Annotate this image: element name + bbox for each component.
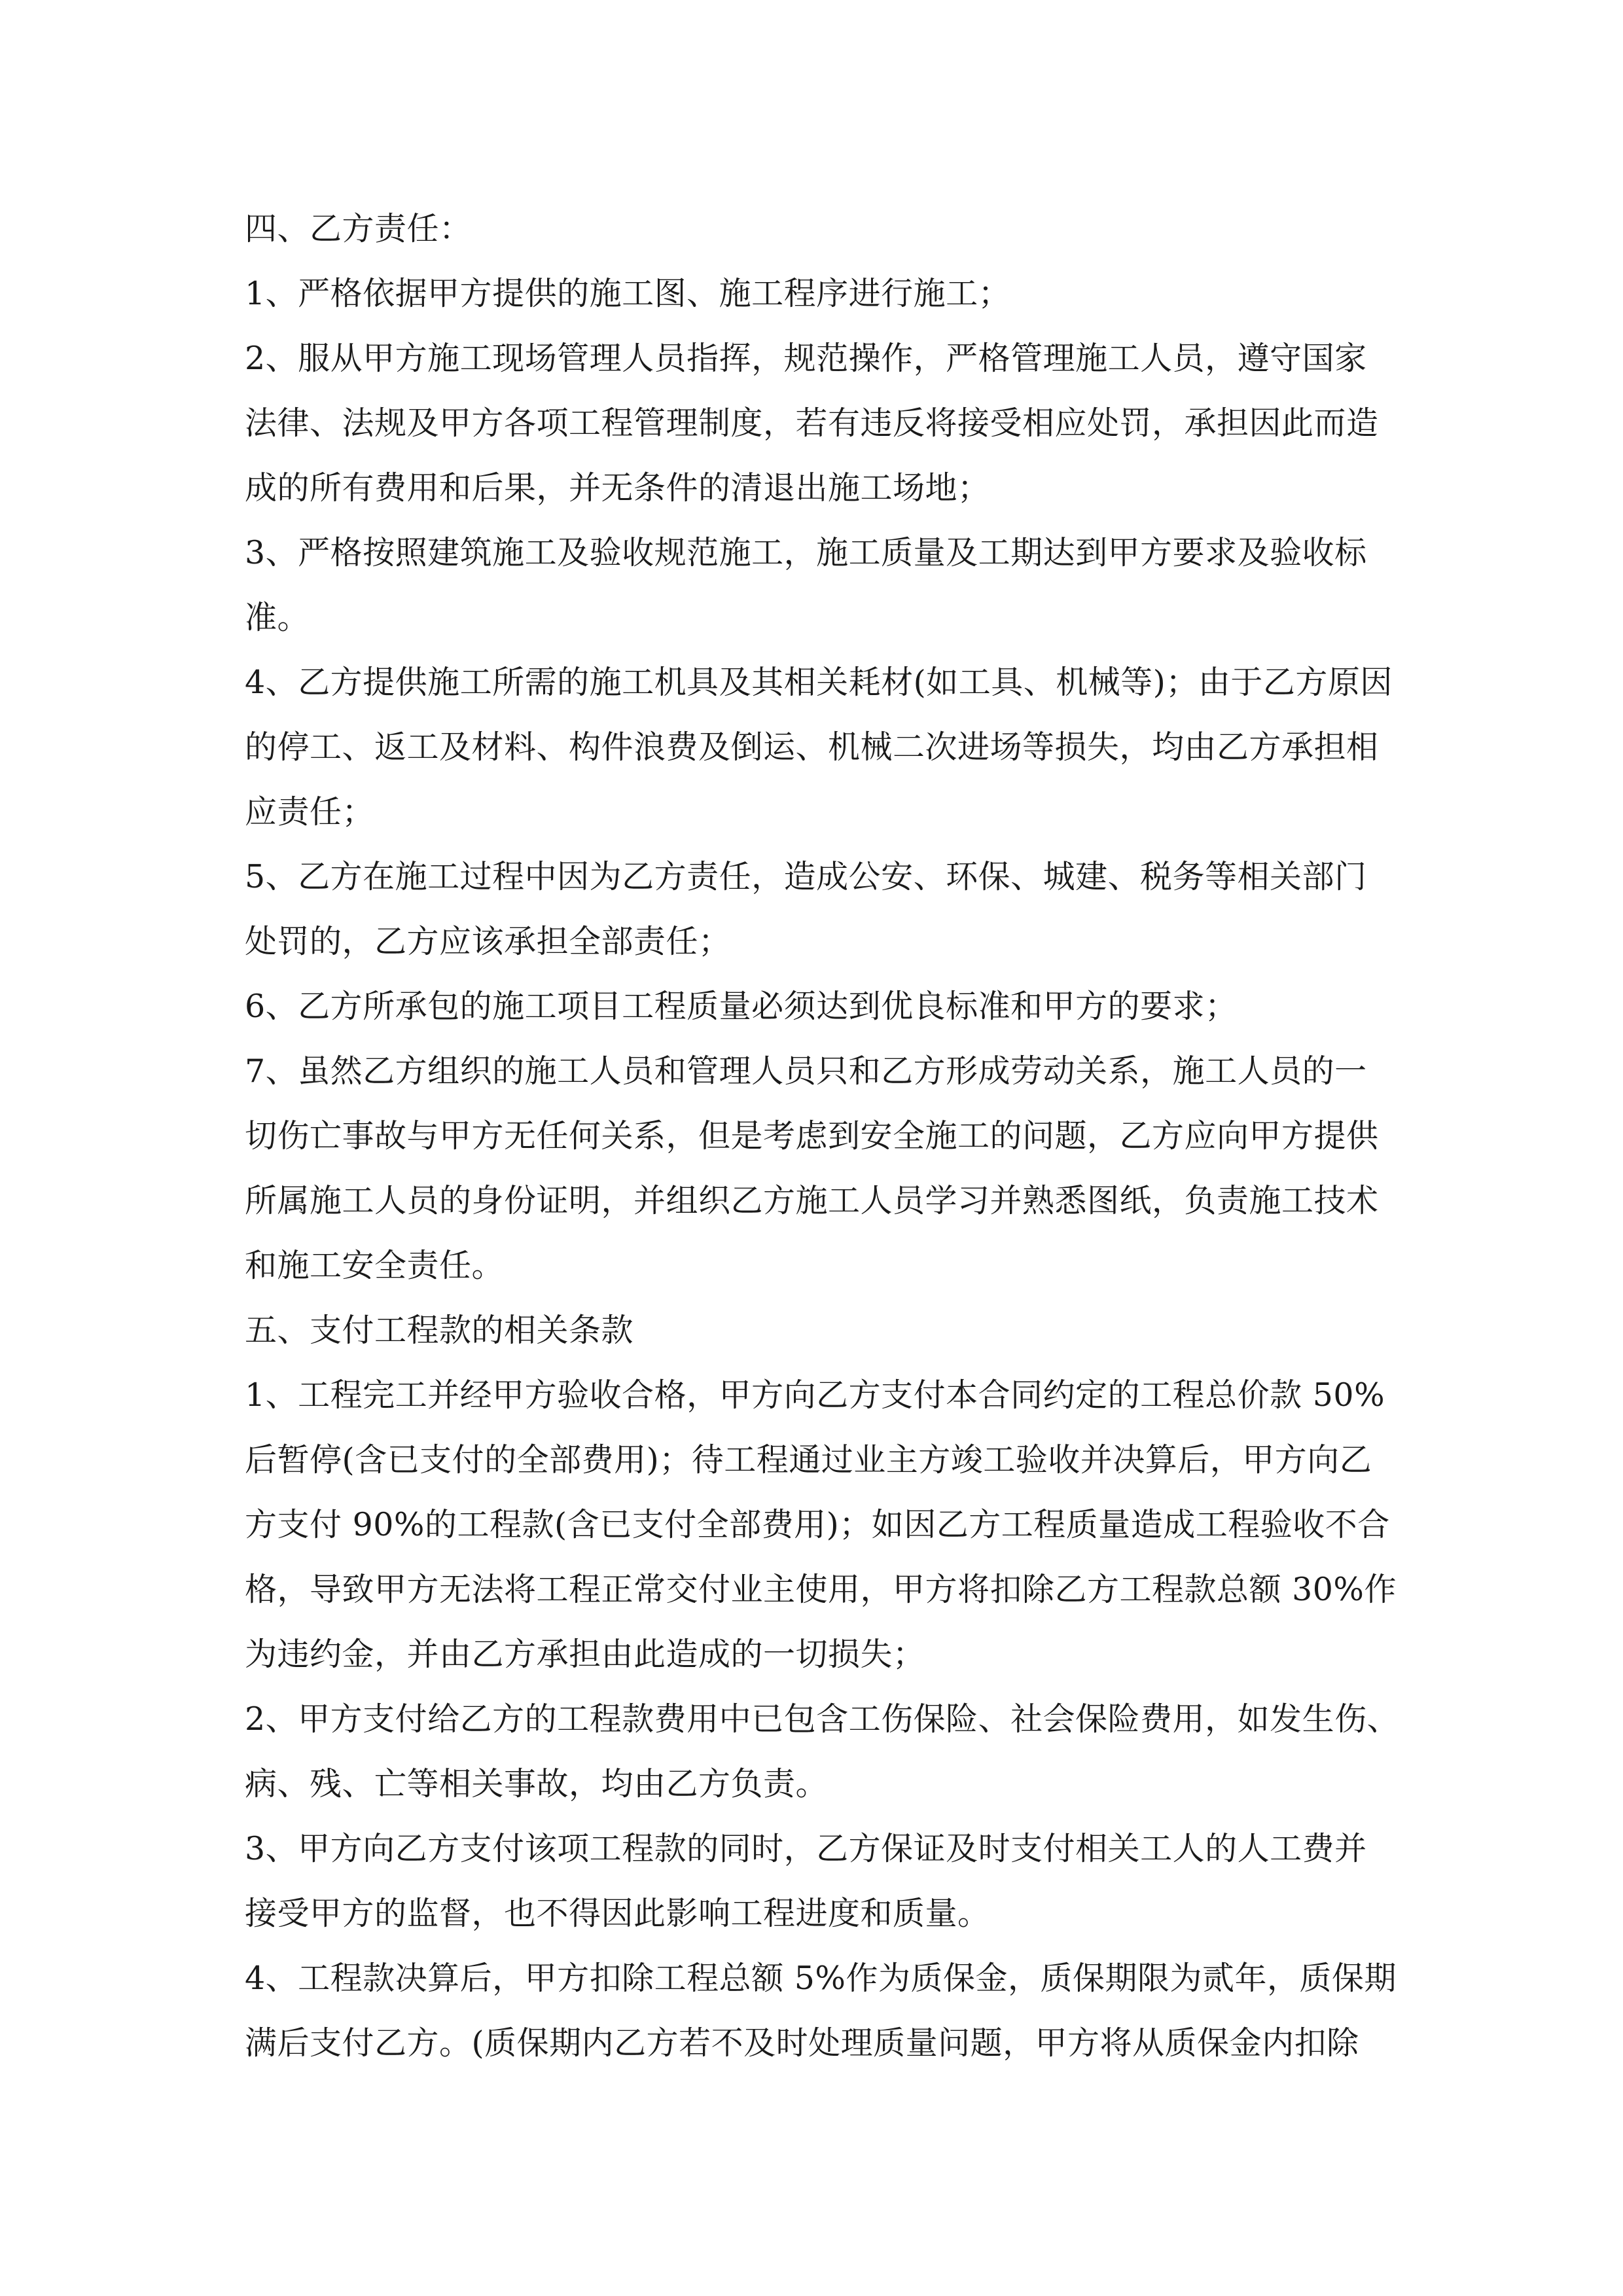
- clause-5-1-line-5: 为违约金，并由乙方承担由此造成的一切损失；: [245, 1636, 925, 1673]
- clause-4-4-line-3: 应责任；: [245, 793, 375, 831]
- clause-5-3-line-1: 3、甲方向乙方支付该项工程款的同时，乙方保证及时支付相关工人的人工费并: [245, 1830, 1367, 1867]
- clause-4-4-line-1: 4、乙方提供施工所需的施工机具及其相关耗材(如工具、机械等)；由于乙方原因: [245, 664, 1393, 701]
- clause-5-1-line-1: 1、工程完工并经甲方验收合格，甲方向乙方支付本合同约定的工程总价款 50%: [245, 1376, 1385, 1414]
- clause-4-6-line-1: 6、乙方所承包的施工项目工程质量必须达到优良标准和甲方的要求；: [245, 988, 1238, 1025]
- clause-4-4-line-2: 的停工、返工及材料、构件浪费及倒运、机械二次进场等损失，均由乙方承担相: [245, 728, 1379, 766]
- clause-4-2-line-1: 2、服从甲方施工现场管理人员指挥，规范操作，严格管理施工人员，遵守国家: [245, 340, 1367, 377]
- document-body: [245, 196, 1400, 2075]
- clause-4-5-line-1: 5、乙方在施工过程中因为乙方责任，造成公安、环保、城建、税务等相关部门: [245, 858, 1367, 895]
- clause-4-1-line-1: 1、严格依据甲方提供的施工图、施工程序进行施工；: [245, 275, 1011, 312]
- clause-4-2-line-3: 成的所有费用和后果，并无条件的清退出施工场地；: [245, 469, 990, 507]
- clause-4-7-line-2: 切伤亡事故与甲方无任何关系，但是考虑到安全施工的问题，乙方应向甲方提供: [245, 1117, 1379, 1155]
- clause-4-7-line-3: 所属施工人员的身份证明，并组织乙方施工人员学习并熟悉图纸，负责施工技术: [245, 1182, 1379, 1219]
- clause-5-2-line-1: 2、甲方支付给乙方的工程款费用中已包含工伤保险、社会保险费用，如发生伤、: [245, 1700, 1400, 1738]
- clause-4-7-line-4: 和施工安全责任。: [245, 1247, 505, 1284]
- clause-5-1-line-4: 格，导致甲方无法将工程正常交付业主使用，甲方将扣除乙方工程款总额 30%作: [245, 1571, 1397, 1608]
- section-heading-5: 五、支付工程款的相关条款: [245, 1312, 634, 1349]
- clause-5-4-line-2: 满后支付乙方。(质保期内乙方若不及时处理质量问题，甲方将从质保金内扣除: [245, 2024, 1359, 2062]
- section-heading-4: 四、乙方责任：: [245, 210, 472, 247]
- clause-4-3-line-2: 准。: [245, 599, 310, 636]
- clause-5-4-line-1: 4、工程款决算后，甲方扣除工程总额 5%作为质保金，质保期限为贰年，质保期: [245, 1960, 1397, 1997]
- clause-4-5-line-2: 处罚的，乙方应该承担全部责任；: [245, 923, 731, 960]
- clause-4-2-line-2: 法律、法规及甲方各项工程管理制度，若有违反将接受相应处罚，承担因此而造: [245, 404, 1379, 442]
- clause-5-2-line-2: 病、残、亡等相关事故，均由乙方负责。: [245, 1765, 829, 1803]
- clause-4-3-line-1: 3、严格按照建筑施工及验收规范施工，施工质量及工期达到甲方要求及验收标: [245, 534, 1367, 571]
- clause-4-7-line-1: 7、虽然乙方组织的施工人员和管理人员只和乙方形成劳动关系，施工人员的一: [245, 1052, 1367, 1090]
- clause-5-1-line-2: 后暂停(含已支付的全部费用)；待工程通过业主方竣工验收并决算后，甲方向乙: [245, 1441, 1372, 1479]
- clause-5-1-line-3: 方支付 90%的工程款(含已支付全部费用)；如因乙方工程质量造成工程验收不合: [245, 1506, 1390, 1543]
- clause-5-3-line-2: 接受甲方的监督，也不得因此影响工程进度和质量。: [245, 1895, 990, 1932]
